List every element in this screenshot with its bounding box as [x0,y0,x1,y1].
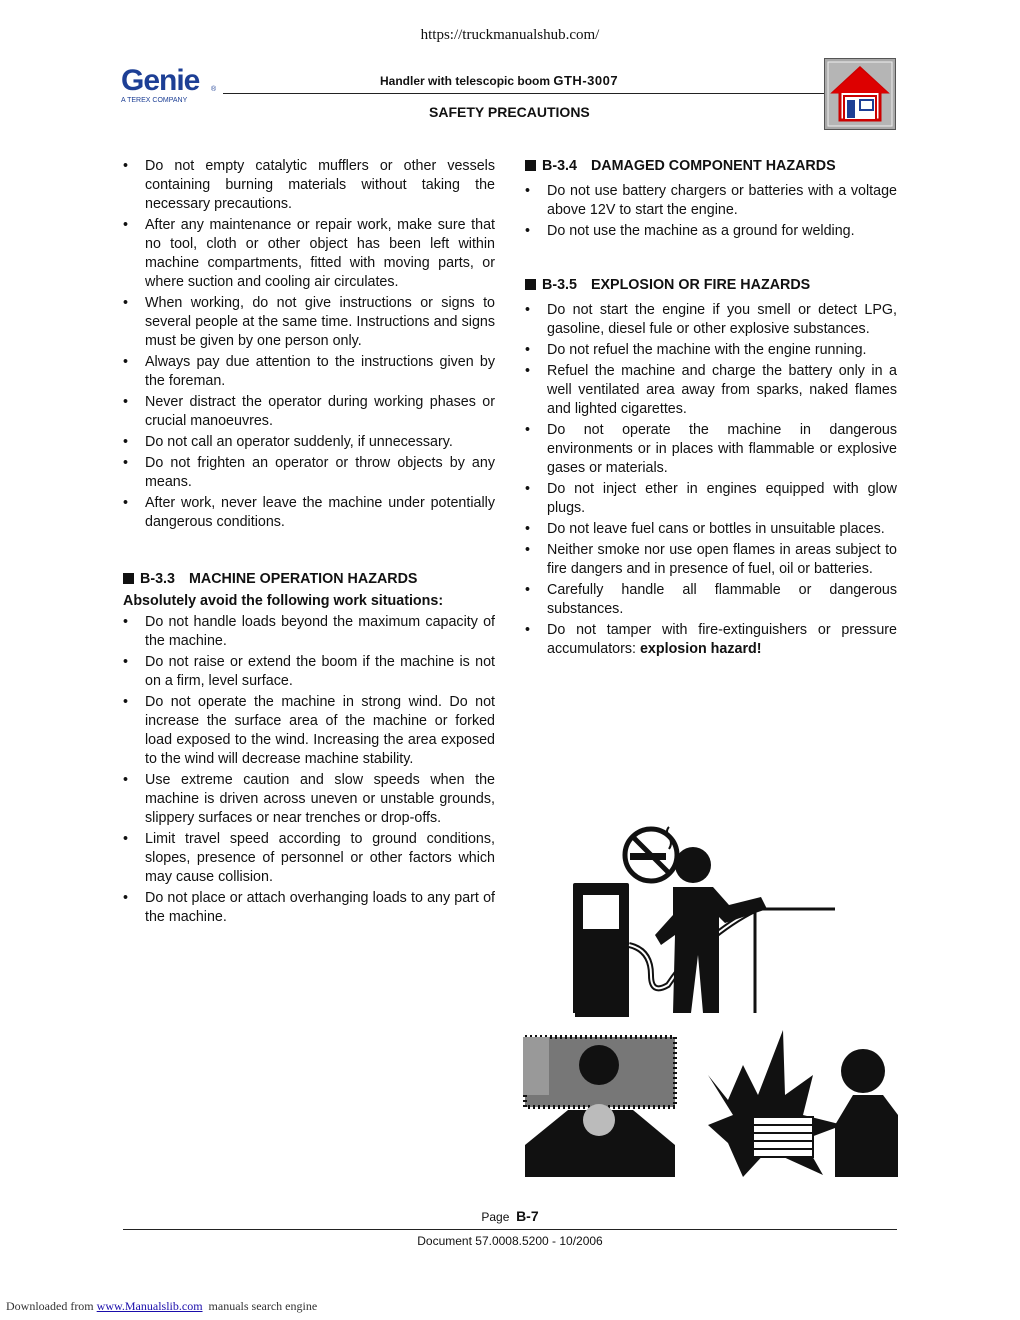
right-column [525,157,897,661]
page-number [0,1208,1020,1224]
logo-wordmark: Genie [121,64,200,97]
section-number: B-3.3 [140,571,175,587]
list-item: • After any maintenance or repair work, make sure that no tool, cloth or other object has been left within machine compartments, fitted with moving parts, or where suction and cooling air circulates. [123,216,495,292]
page-number-value: B-7 [516,1208,539,1224]
section-title: SAFETY PRECAUTIONS [429,104,590,120]
left-column [123,157,495,929]
list-item: • Carefully handle all flammable or dangerous substances. [525,581,897,619]
list-item: • Do not leave fuel cans or bottles in unsuitable places. [525,520,897,539]
list-item: • Do not refuel the machine with the engine running. [525,341,897,360]
section-subhead: Absolutely avoid the following work situations: [123,593,444,609]
machine-operation-list [123,613,495,927]
list-item: • Do not use battery chargers or batteries with a voltage above 12V to start the engine. [525,182,897,220]
section-heading-text: MACHINE OPERATION HAZARDS [188,571,418,587]
document-title [380,73,618,88]
document-reference: Document 57.0008.5200 - 10/2006 [417,1234,603,1248]
battery-explosion-icon [708,1030,898,1177]
general-precautions-list [123,157,495,532]
list-item: • Never distract the operator during working phases or crucial manoeuvres. [123,393,495,431]
registered-mark: ® [211,86,217,93]
explosion-fire-list [525,301,897,659]
square-bullet-icon [525,279,536,290]
no-smoking-icon [625,827,677,881]
list-item: • Do not start the engine if you smell or detect LPG, gasoline, diesel fule or other explosive substances. [525,301,897,339]
damaged-component-list [525,182,897,241]
footer-rule [123,1229,897,1230]
section-number: B-3.4 [542,158,577,174]
home-icon[interactable] [824,58,896,130]
square-bullet-icon [123,573,134,584]
download-prefix: Downloaded from [6,1299,94,1313]
list-item: • After work, never leave the machine under potentially dangerous conditions. [123,494,495,532]
list-item: • Do not use the machine as a ground for welding. [525,222,897,241]
section-number: B-3.5 [542,277,577,293]
list-item: • Do not frighten an operator or throw objects by any means. [123,454,495,492]
source-url: https://truckmanualshub.com/ [420,27,600,43]
section-heading-b33 [123,570,495,589]
list-item: • Do not handle loads beyond the maximum capacity of the machine. [123,613,495,651]
list-item: • Do not operate the machine in strong wind. Do not increase the surface area of the machine or forked load exposed to the wind. Increasing the area exposed to the wind will decrease machine stability. [123,693,495,769]
list-item: • Do not raise or extend the boom if the machine is not on a firm, level surface. [123,653,495,691]
list-item [525,621,897,659]
list-item: • Neither smoke nor use open flames in areas subject to fire dangers and in presence of fuel, oil or batteries. [525,541,897,579]
list-item: • Do not empty catalytic mufflers or other vessels containing burning materials without taking the necessary precautions. [123,157,495,214]
section-heading-b35 [525,276,897,295]
list-item: • Do not place or attach overhanging loads to any part of the machine. [123,889,495,927]
square-bullet-icon [525,160,536,171]
list-item: • Refuel the machine and charge the battery only in a well ventilated area away from sparks, naked flames and lighted cigarettes. [525,362,897,419]
document-model: GTH-3007 [553,73,619,88]
toxic-fumes-icon [523,1037,675,1177]
page-label: Page [481,1210,510,1224]
document-title-prefix: Handler with telescopic boom [380,74,551,88]
download-notice [6,1299,317,1314]
list-item: • Limit travel speed according to ground conditions, slopes, presence of personnel or other factors which may cause collision. [123,830,495,887]
hazard-emphasis: explosion hazard! [639,641,762,657]
section-heading-b34 [525,157,897,176]
genie-logo [121,66,221,108]
section-heading-text: DAMAGED COMPONENT HAZARDS [590,158,836,174]
list-item: • Do not inject ether in engines equipped with glow plugs. [525,480,897,518]
header-rule [223,93,825,94]
logo-subtitle: A TEREX COMPANY [121,97,188,104]
list-item-text: Do not tamper with fire-extinguishers or pressure accumulators: [547,622,897,657]
download-suffix: manuals search engine [208,1299,318,1313]
fuel-pump-icon [573,883,629,1017]
section-heading-text: EXPLOSION OR FIRE HAZARDS [590,277,811,293]
list-item: • Use extreme caution and slow speeds when the machine is driven across uneven or unstable grounds, slippery surfaces or near trenches or drop-offs. [123,771,495,828]
manualslib-link[interactable]: www.Manualslib.com [96,1299,203,1313]
list-item: • Always pay due attention to the instructions given by the foreman. [123,353,495,391]
hazard-illustrations [523,825,898,1180]
list-item: • Do not call an operator suddenly, if unnecessary. [123,433,495,452]
list-item: • Do not operate the machine in dangerous environments or in places with flammable or explosive gases or materials. [525,421,897,478]
list-item: • When working, do not give instructions or signs to several people at the same time. Instructions and signs must be given by one person only. [123,294,495,351]
